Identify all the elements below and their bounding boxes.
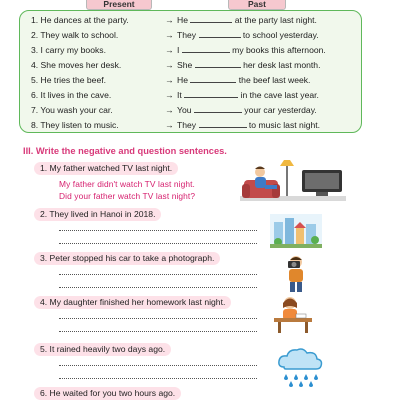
- rest-of-sentence: your car yesterday.: [244, 105, 317, 115]
- present-sentence: 1. He dances at the party.: [31, 15, 129, 25]
- arrow-icon: →: [165, 120, 174, 130]
- arrow-icon: →: [165, 60, 174, 70]
- question-prompt: 1. My father watched TV last night.: [34, 162, 178, 175]
- past-sentence: [177, 13, 317, 27]
- rest-of-sentence: at the party last night.: [234, 15, 317, 25]
- present-sentence: 4. She moves her desk.: [31, 60, 122, 70]
- subject: He: [177, 75, 188, 85]
- question-answer: Did your father watch TV last night?: [59, 191, 196, 201]
- answer-blank[interactable]: [190, 74, 236, 83]
- answer-line[interactable]: [59, 378, 257, 379]
- arrow-icon: →: [165, 15, 174, 25]
- subject: I: [177, 45, 180, 55]
- question-prompt: 5. It rained heavily two days ago.: [34, 343, 171, 356]
- question-prompt: 6. He waited for you two hours ago.: [34, 387, 181, 400]
- answer-line[interactable]: [59, 274, 257, 275]
- past-sentence: [177, 43, 326, 57]
- camera-boy-picture: [278, 254, 314, 294]
- past-sentence: [177, 118, 320, 132]
- answer-blank[interactable]: [194, 104, 242, 113]
- section-title: III. Write the negative and question sentences.: [23, 146, 227, 156]
- present-sentence: 2. They walk to school.: [31, 30, 119, 40]
- arrow-icon: →: [165, 75, 174, 85]
- answer-line[interactable]: [59, 365, 257, 366]
- arrow-icon: →: [165, 45, 174, 55]
- answer-line[interactable]: [59, 287, 257, 288]
- negative-answer: My father didn't watch TV last night.: [59, 179, 195, 189]
- subject: It: [177, 90, 182, 100]
- past-sentence: [177, 58, 320, 72]
- question-prompt: 4. My daughter finished her homework last night.: [34, 296, 231, 309]
- past-sentence: [177, 103, 317, 117]
- present-sentence: 6. It lives in the cave.: [31, 90, 112, 100]
- answer-line[interactable]: [59, 331, 257, 332]
- answer-blank[interactable]: [190, 14, 232, 23]
- homework-girl-picture: [270, 294, 316, 334]
- subject: They: [177, 30, 197, 40]
- rest-of-sentence: the beef last week.: [238, 75, 311, 85]
- rain-cloud-picture: [276, 345, 324, 387]
- rest-of-sentence: her desk last month.: [243, 60, 321, 70]
- present-sentence: 3. I carry my books.: [31, 45, 106, 55]
- rest-of-sentence: to school yesterday.: [242, 30, 319, 40]
- question-prompt: 2. They lived in Hanoi in 2018.: [34, 208, 161, 221]
- city-picture: [270, 214, 322, 248]
- arrow-icon: →: [165, 105, 174, 115]
- answer-line[interactable]: [59, 243, 257, 244]
- tv-watching-picture: [238, 160, 348, 208]
- subject: She: [177, 60, 193, 70]
- answer-blank[interactable]: [199, 119, 247, 128]
- arrow-icon: →: [165, 30, 174, 40]
- answer-line[interactable]: [59, 230, 257, 231]
- answer-blank[interactable]: [182, 44, 230, 53]
- answer-blank[interactable]: [199, 29, 241, 38]
- rest-of-sentence: to music last night.: [248, 120, 321, 130]
- past-header: Past: [228, 0, 286, 10]
- conversion-box: [19, 10, 362, 133]
- subject: You: [177, 105, 192, 115]
- rest-of-sentence: in the cave last year.: [240, 90, 319, 100]
- answer-blank[interactable]: [184, 89, 238, 98]
- past-sentence: [177, 73, 310, 87]
- question-prompt: 3. Peter stopped his car to take a photograph.: [34, 252, 220, 265]
- present-header: Present: [86, 0, 152, 10]
- past-sentence: [177, 28, 319, 42]
- answer-line[interactable]: [59, 318, 257, 319]
- arrow-icon: →: [165, 90, 174, 100]
- answer-blank[interactable]: [195, 59, 241, 68]
- subject: They: [177, 120, 197, 130]
- present-sentence: 7. You wash your car.: [31, 105, 113, 115]
- present-sentence: 5. He tries the beef.: [31, 75, 106, 85]
- present-sentence: 8. They listen to music.: [31, 120, 119, 130]
- past-sentence: [177, 88, 319, 102]
- rest-of-sentence: my books this afternoon.: [232, 45, 326, 55]
- subject: He: [177, 15, 188, 25]
